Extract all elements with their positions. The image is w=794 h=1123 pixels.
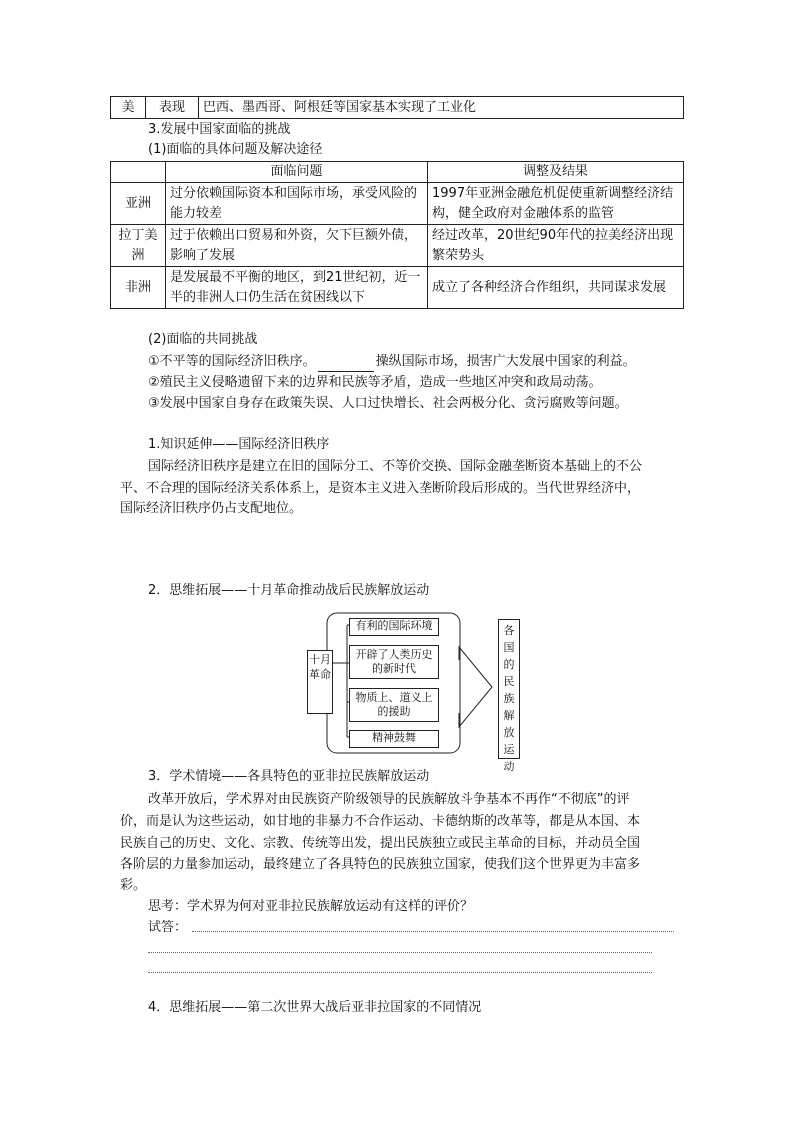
top-row-cell: 美: [111, 97, 146, 119]
october-revolution-diagram: [300, 605, 530, 773]
problem-cell: 是发展最不平衡的地区，到21世纪初，近一半的非洲人口仍生活在贫困线以下: [166, 267, 428, 309]
material-aid-line: 的援助: [377, 705, 411, 718]
table-row: [111, 183, 684, 225]
national-liberation-box: 各国的民族解放运动: [498, 619, 520, 759]
table-header-cell: 调整及结果: [428, 162, 684, 183]
paragraph-line: 价，而是认为这些运动，如甘地的非暴力不合作运动、卡德纳斯的改革等，都是从本国、本: [120, 814, 641, 829]
paragraph-line: 民族自己的历史、文化、宗教、传统等出发，提出民族独立或民主革命的目标，并动员全国: [120, 836, 641, 851]
common-item-2: ②殖民主义侵略遗留下来的边界和民族等矛盾，造成一些地区冲突和政局动荡。: [148, 375, 602, 390]
paragraph-line: 各阶层的力量参加运动，最终建立了各具特色的民族独立国家，使我们这个世界更为丰富多: [120, 857, 641, 872]
table-row: [111, 267, 684, 309]
ext4-title: 4．思维拓展——第二次世界大战后亚非拉国家的不同情况: [148, 1000, 482, 1015]
fill-blank[interactable]: [318, 357, 374, 372]
october-revolution-box: 十月革命: [307, 650, 333, 714]
paragraph-line: 改革开放后，学术界对由民族资产阶级领导的民族解放斗争基本不再作“不彻底”的评: [148, 792, 630, 807]
ext1-title: 1.知识延伸——国际经济旧秩序: [148, 437, 330, 452]
answer-line[interactable]: [148, 951, 652, 953]
new-era-line: 的新时代: [372, 662, 416, 675]
top-row-cell: 巴西、墨西哥、阿根廷等国家基本实现了工业化: [199, 97, 684, 119]
answer-line[interactable]: [192, 930, 674, 932]
common-item-3: ③发展中国家自身存在政策失误、人口过快增长、社会两极分化、贪污腐败等问题。: [148, 396, 628, 411]
result-cell: 1997年亚洲金融危机促使重新调整经济结构，健全政府对金融体系的监管: [428, 183, 684, 225]
subsection-title: (1)面临的具体问题及解决途径: [148, 142, 323, 157]
result-cell: 成立了各种经济合作组织，共同谋求发展: [428, 267, 684, 309]
answer-label: 试答：: [148, 920, 188, 935]
common-item-1: [148, 352, 636, 372]
table-header-cell: [111, 162, 166, 183]
favorable-environment-box: 有利的国际环境: [349, 618, 439, 636]
new-era-line: 开辟了人类历史: [355, 648, 433, 661]
table-row: [111, 225, 684, 267]
ext2-title: 2．思维拓展——十月革命推动战后民族解放运动: [148, 583, 430, 598]
table-header-cell: 面临问题: [166, 162, 428, 183]
region-cell: 拉丁美洲: [111, 225, 166, 267]
paragraph-line: 彩。: [120, 878, 147, 893]
problem-cell: 过于依赖出口贸易和外资，欠下巨额外债，影响了发展: [166, 225, 428, 267]
answer-line[interactable]: [148, 971, 652, 973]
paragraph-line: 国际经济旧秩序仍占支配地位。: [120, 501, 303, 516]
paragraph-line: 平、不合理的国际经济关系体系上，是资本主义进入垄断阶段后形成的。当代世界经济中，: [120, 481, 641, 496]
material-aid-line: 物质上、道义上: [355, 691, 433, 704]
region-cell: 亚洲: [111, 183, 166, 225]
challenges-table: [110, 161, 684, 309]
section-title: 3.发展中国家面临的挑战: [148, 122, 291, 137]
common-item-1-post: 操纵国际市场，损害广大发展中国家的利益。: [375, 354, 636, 369]
common-title: (2)面临的共同挑战: [148, 332, 258, 347]
spiritual-encouragement-box: 精神鼓舞: [349, 730, 439, 748]
paragraph-line: 国际经济旧秩序是建立在旧的国际分工、不等价交换、国际金融垄断资本基础上的不公: [148, 459, 643, 474]
top-row-table: [110, 96, 684, 119]
common-item-1-pre: ①不平等的国际经济旧秩序。: [148, 354, 316, 369]
think-question: 思考：学术界为何对亚非拉民族解放运动有这样的评价？: [148, 899, 474, 914]
new-era-box: [349, 645, 439, 679]
result-cell: 经过改革，20世纪90年代的拉美经济出现繁荣势头: [428, 225, 684, 267]
material-aid-box: [349, 688, 439, 722]
top-row-cell: 表现: [146, 97, 199, 119]
problem-cell: 过分依赖国际资本和国际市场，承受风险的能力较差: [166, 183, 428, 225]
region-cell: 非洲: [111, 267, 166, 309]
ext3-title: 3．学术情境——各具特色的亚非拉民族解放运动: [148, 769, 430, 784]
